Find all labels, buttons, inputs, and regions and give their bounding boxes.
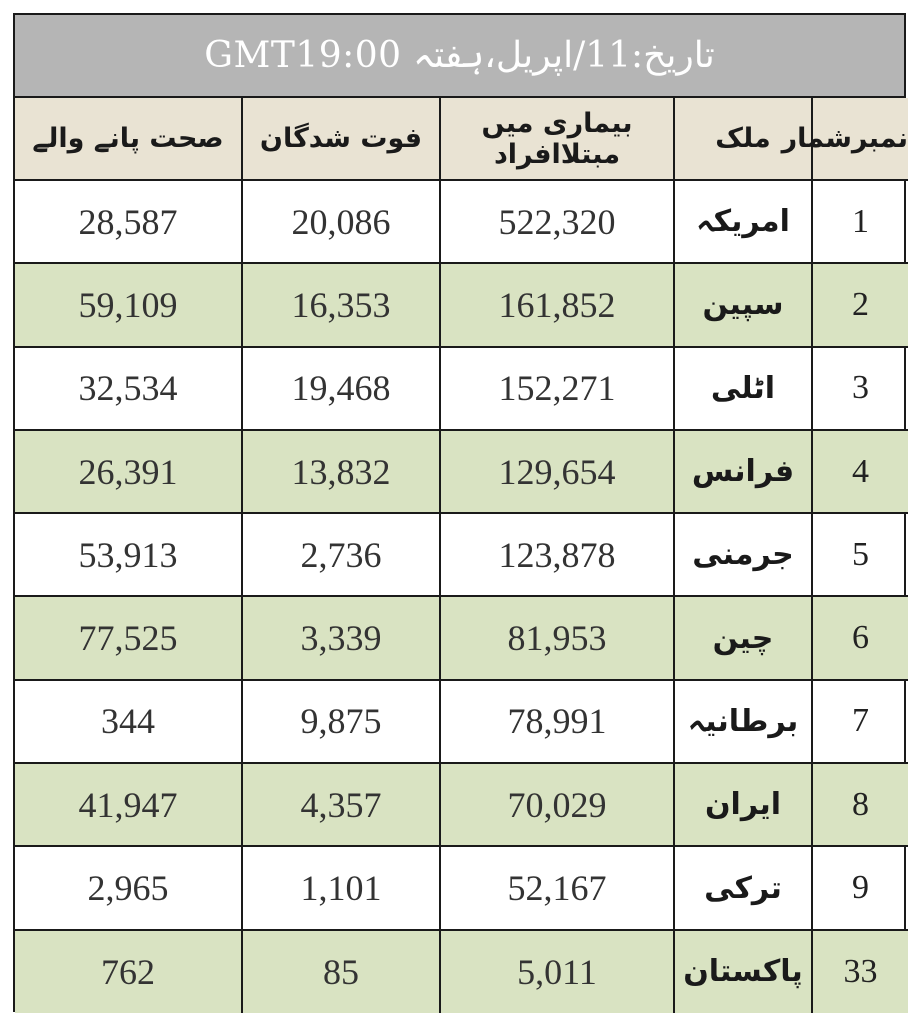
table-row <box>15 846 908 929</box>
header-country: ملک <box>674 98 812 180</box>
cell-infected: 81,953 <box>440 596 674 679</box>
cell-recovered: 762 <box>15 930 242 1013</box>
table-row <box>15 513 908 596</box>
cell-infected: 129,654 <box>440 430 674 513</box>
table-body <box>15 180 908 1013</box>
table-row <box>15 596 908 679</box>
cell-country: ایران <box>674 763 812 846</box>
cell-recovered: 77,525 <box>15 596 242 679</box>
cell-serial: 3 <box>812 347 908 430</box>
cell-serial: 9 <box>812 846 908 929</box>
stats-table-container <box>13 13 906 1012</box>
table-row <box>15 680 908 763</box>
header-row <box>15 98 908 180</box>
cell-deaths: 16,353 <box>242 263 440 346</box>
table-title-bar <box>15 15 904 98</box>
header-serial: نمبرشمار <box>812 98 908 180</box>
cell-deaths: 2,736 <box>242 513 440 596</box>
cell-deaths: 13,832 <box>242 430 440 513</box>
cell-serial: 4 <box>812 430 908 513</box>
cell-infected: 522,320 <box>440 180 674 263</box>
header-deaths: فوت شدگان <box>242 98 440 180</box>
cell-infected: 52,167 <box>440 846 674 929</box>
cell-country: اٹلی <box>674 347 812 430</box>
cell-deaths: 19,468 <box>242 347 440 430</box>
cell-infected: 152,271 <box>440 347 674 430</box>
cell-country: پاکستان <box>674 930 812 1013</box>
cell-serial: 1 <box>812 180 908 263</box>
cell-recovered: 53,913 <box>15 513 242 596</box>
table-row <box>15 430 908 513</box>
cell-serial: 2 <box>812 263 908 346</box>
cell-recovered: 41,947 <box>15 763 242 846</box>
cell-recovered: 28,587 <box>15 180 242 263</box>
cell-country: برطانیہ <box>674 680 812 763</box>
cell-serial: 6 <box>812 596 908 679</box>
cell-serial: 7 <box>812 680 908 763</box>
cell-infected: 123,878 <box>440 513 674 596</box>
header-infected: بیماری میں مبتلاافراد <box>440 98 674 180</box>
cell-country: جرمنی <box>674 513 812 596</box>
cell-serial: 8 <box>812 763 908 846</box>
cell-country: فرانس <box>674 430 812 513</box>
header-recovered: صحت پانے والے <box>15 98 242 180</box>
cell-country: چین <box>674 596 812 679</box>
cell-country: ترکی <box>674 846 812 929</box>
cell-country: سپین <box>674 263 812 346</box>
cell-deaths: 85 <box>242 930 440 1013</box>
cell-recovered: 2,965 <box>15 846 242 929</box>
cell-infected: 161,852 <box>440 263 674 346</box>
cell-deaths: 1,101 <box>242 846 440 929</box>
cell-deaths: 9,875 <box>242 680 440 763</box>
table-title: تاریخ:11/اپریل،ہفتہ GMT19:00 <box>204 35 715 76</box>
cell-deaths: 20,086 <box>242 180 440 263</box>
cell-recovered: 26,391 <box>15 430 242 513</box>
cell-infected: 5,011 <box>440 930 674 1013</box>
cell-recovered: 344 <box>15 680 242 763</box>
cell-infected: 70,029 <box>440 763 674 846</box>
cell-country: امریکہ <box>674 180 812 263</box>
cell-recovered: 32,534 <box>15 347 242 430</box>
table-row <box>15 763 908 846</box>
stats-table <box>15 98 908 1013</box>
cell-infected: 78,991 <box>440 680 674 763</box>
table-row <box>15 180 908 263</box>
cell-recovered: 59,109 <box>15 263 242 346</box>
table-row <box>15 347 908 430</box>
table-row <box>15 263 908 346</box>
cell-serial: 5 <box>812 513 908 596</box>
table-row <box>15 930 908 1013</box>
cell-deaths: 4,357 <box>242 763 440 846</box>
cell-deaths: 3,339 <box>242 596 440 679</box>
cell-serial: 33 <box>812 930 908 1013</box>
